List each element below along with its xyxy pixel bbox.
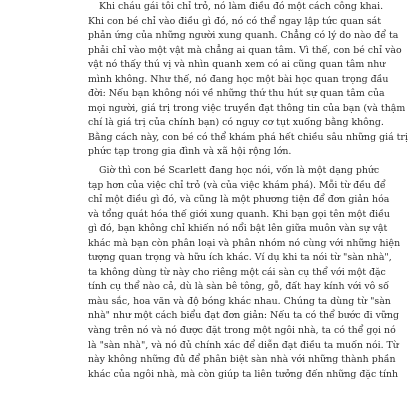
text-line: là "sàn nhà", và nó đủ chính xác để diễn đạt điều ta muốn nói. Từ xyxy=(88,339,399,351)
text-line: tính cụ thể nào cả, dù là sàn bê tông, gỗ, đất hay kính với vô số xyxy=(88,281,389,293)
text-line: màu sắc, hoa văn và độ bóng khác nhau. Chúng ta dùng từ "sàn xyxy=(88,295,391,307)
text-line: mọi người, giá trị trong việc truyền đạt thông tin của bạn (và thậm xyxy=(88,102,406,114)
text-line: này không những đủ để phân biệt sàn nhà với những thành phần xyxy=(88,354,396,366)
text-line: chí là giá trị của chính bạn) có nguy cơ tụt xuống bằng không. xyxy=(88,117,384,129)
text-line: và tổng quát hóa thế giới xung quanh. Khi bạn gọi tên một điều xyxy=(88,208,390,220)
text-line: nhà" như một cách biểu đạt đơn giản: Nếu ta có thể bước đi vững xyxy=(88,310,400,322)
text-line: Giờ thì con bé Scarlett đang học nói, vốn là một dạng phức xyxy=(99,165,380,177)
text-line: đời: Nếu bạn không nói về những thứ thu hút sự quan tâm của xyxy=(88,88,385,100)
text-line: tạp hơn của việc chỉ trỏ (và của việc khám phá). Mỗi từ đều để xyxy=(88,179,386,191)
text-line: mình không. Như thế, nó đang học một bài học quan trọng đầu xyxy=(88,73,389,85)
text-line: vật nó thấy thú vị và nhìn quanh xem có ai cũng quan tâm như xyxy=(88,59,386,71)
text-line: khác mà bạn còn phân loại và phân nhóm nó cùng với những hiện xyxy=(88,237,401,249)
paragraph xyxy=(88,0,408,160)
text-line: tượng quan trọng và hữu ích khác. Ví dụ khi ta nói từ "sàn nhà", xyxy=(88,252,392,264)
text-line: vàng trên nó và nó được đặt trong một ngôi nhà, ta có thể gọi nó xyxy=(88,325,396,337)
text-line: phản ứng của những người xung quanh. Chẳng có lý do nào để ta xyxy=(88,30,399,42)
text-line: Bằng cách này, con bé có thể khám phá hết chiều sâu những giá trị xyxy=(88,131,408,143)
text-line: khác của ngôi nhà, mà còn giúp ta liên tưởng đến những đặc tính xyxy=(88,368,399,380)
text-line: chỉ một điều gì đó, và cũng là một phương tiện để đơn giản hóa xyxy=(88,194,390,206)
text-line: ta không dùng từ này cho riêng một cái sàn cụ thể với một đặc xyxy=(88,266,386,278)
text-line: phải chỉ vào một vật mà chẳng ai quan tâm. Vì thế, con bé chỉ vào xyxy=(88,44,402,56)
text-line: gì đó, bạn không chỉ khiến nó nổi bật lên giữa muôn vàn sự vật xyxy=(88,223,388,235)
body-text xyxy=(88,0,408,382)
paragraph xyxy=(88,164,401,382)
text-line: Khi cháu gái tôi chỉ trỏ, nó làm điều đó một cách công khai. xyxy=(99,1,384,12)
text-line: phức tạp trong gia đình và xã hội rộng lớn. xyxy=(88,146,292,158)
text-line: Khi con bé chỉ vào điều gì đó, nó có thể ngay lập tức quan sát xyxy=(88,15,382,27)
